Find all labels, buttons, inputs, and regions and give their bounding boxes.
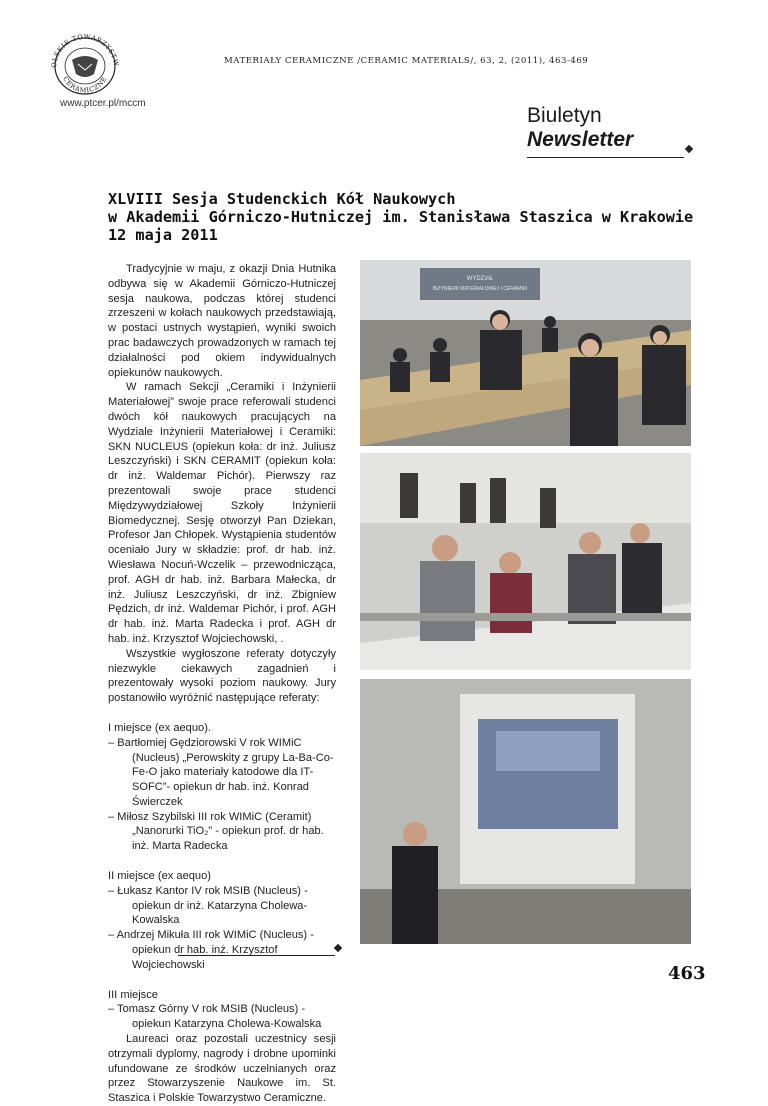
logo-text-top: OLSKIE TOWARZYSTW <box>49 34 121 69</box>
article-title <box>108 190 694 244</box>
award-item: – Łukasz Kantor IV rok MSIB (Nucleus) - opiekun dr inż. Katarzyna Cholewa-Kowalska <box>108 884 308 927</box>
closing-paragraph: Laureaci oraz pozostali uczestnicy sesji otrzymali dyplomy, nagrody i drobne upominki ufundowane ze środków uczelnianych oraz przez Stowarzyszenie Naukowe im. St. Staszica i Polskie Towarzystwo Ceramiczne. <box>108 1033 336 1105</box>
award-item: – Tomasz Górny V rok MSIB (Nucleus) - opiekun Katarzyna Cholewa-Kowalska <box>108 1003 322 1031</box>
logo-text-bottom: CERAMICZNE <box>61 75 109 95</box>
header-rule <box>527 157 684 158</box>
article-title-line: XLVIII Sesja Studenckich Kół Naukowych <box>108 190 456 208</box>
section-title <box>527 104 633 152</box>
section-title-pl: Biuletyn <box>527 104 602 127</box>
award-item: – Andrzej Mikuła III rok WIMiC (Nucleus) - opiekun dr hab. inż. Krzysztof Wojciechowski <box>108 929 314 971</box>
svg-text:CERAMICZNE <box>61 75 109 94</box>
section-title-en: Newsletter <box>527 128 634 151</box>
bottom-rule <box>178 955 335 956</box>
article-title-line: w Akademii Górniczo-Hutniczej im. Stanisława Staszica w Krakowie <box>108 208 694 226</box>
photo-jury-table <box>360 453 691 670</box>
photo-audience-front-rows <box>360 260 691 446</box>
photo-presentation <box>360 679 691 944</box>
award-item: – Miłosz Szybilski III rok WIMiC (Ceramit) „Nanorurki TiO₂” - opiekun prof. dr hab. inż. Marta Radecka <box>108 810 324 853</box>
article-body <box>108 262 336 1106</box>
place-heading: I miejsce (ex aequo). <box>108 721 211 734</box>
sign-line: WYDZIAŁ <box>466 276 494 282</box>
journal-header: MATERIAŁY CERAMICZNE /CERAMIC MATERIALS/, 63, 2, (2011), 463-469 <box>224 56 589 66</box>
award-item: – Bartłomiej Gędziorowski V rok WIMiC (Nucleus) „Perowskity z grupy La-Ba-Co-Fe-O jako materiały katodowe dla IT-SOFC”- opiekun dr hab. inż. Konrad Świerczek <box>108 736 334 808</box>
sign-line: INŻYNIERII MATERIAŁOWEJ I CERAMIKI <box>432 286 528 292</box>
paragraph: Wszystkie wygłoszone referaty dotyczyły niezwykle ciekawych zagadnień i prezentowały wysoki poziom naukowy. Jury postanowiło wyróżnić następujące referaty: <box>108 647 336 705</box>
site-url[interactable]: www.ptcer.pl/mccm <box>60 98 146 109</box>
ptcer-logo <box>42 34 128 98</box>
diamond-ornament <box>685 145 693 153</box>
page-number: 463 <box>668 963 706 984</box>
paragraph: W ramach Sekcji „Ceramiki i Inżynierii Materiałowej” swoje prace referowali studenci dwóch kół naukowych pracujących na Wydziale Inżynierii Materiałowej i Ceramiki: SKN NUCLEUS (opiekun koła: dr inż. Juliusz Leszczyński) i SKN CERAMIT (opiekun koła: dr inż. Waldemar Pichór). Pierwszy raz prezentowali swoje prace studenci Międzywydziałowej Szkoły Inżynierii Biomedycznej. Sesję otworzył Pan Dziekan, Profesor Jan Chłopek. Wystąpienia studentów oceniało Jury w składzie: prof. dr hab. inż. Wiesława Nocuń-Wczelik – przewodnicząca, prof. AGH dr hab. inż. Barbara Małecka, dr inż. Juliusz Leszczyński, dr inż. Zbigniew Pędzich, dr inż. Waldemar Pichór, i prof. AGH dr hab. inż. Marta Radecka i prof. AGH dr hab. inż. Krzysztof Wojciechowski, . <box>108 381 336 645</box>
place-heading: III miejsce <box>108 988 158 1001</box>
article-title-line: 12 maja 2011 <box>108 226 218 244</box>
paragraph: Tradycyjnie w maju, z okazji Dnia Hutnika odbywa się w Akademii Górniczo-Hutniczej sesja naukowa, podczas której studenci zrzeszeni w kołach naukowych przedstawiają, w postaci ustnych wystąpień, wyniki swoich prac badawczych prowadzonych w ramach tej działalności pod okiem indywidualnych opiekunów naukowych. <box>108 263 336 379</box>
place-heading: II miejsce (ex aequo) <box>108 870 211 883</box>
